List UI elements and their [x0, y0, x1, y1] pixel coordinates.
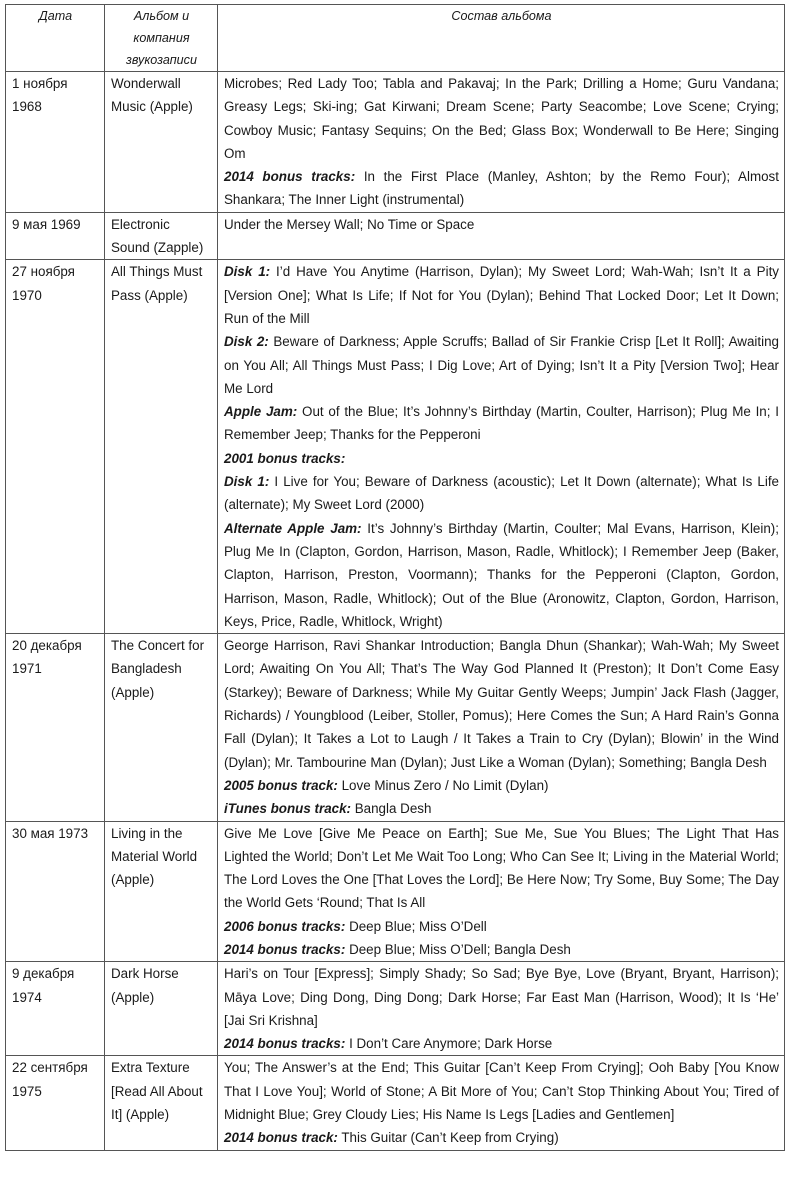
track-section — [224, 1056, 779, 1126]
section-tracks: I’d Have You Anytime (Harrison, Dylan); My Sweet Lord; Wah-Wah; Isn’t It a Pity [Version One]; What Is Life; If Not for You (Dylan); Behind That Locked Door; Let It Down; Run of the Mill — [224, 264, 779, 326]
table-row — [6, 260, 785, 634]
header-row — [6, 5, 785, 72]
section-tracks: Give Me Love [Give Me Peace on Earth]; Sue Me, Sue You Blues; The Light That Has Lighted the World; Don’t Let Me Wait Too Long; Who Can See It; Living in the Material World; The Lord Loves the One [That Loves the Lord]; Be Here Now; Try Some, Buy Some; The Day the World Gets ‘Round; That Is All — [224, 825, 779, 911]
section-label: 2001 bonus tracks: — [224, 450, 346, 466]
track-section — [224, 797, 779, 820]
track-section — [224, 822, 779, 915]
table-row — [6, 72, 785, 213]
table-row — [6, 821, 785, 962]
table-row — [6, 212, 785, 260]
track-section — [224, 634, 779, 774]
album-label: Wonderwall Music (Apple) — [105, 72, 218, 213]
section-label: Apple Jam: — [224, 404, 298, 420]
section-label: 2014 bonus track: — [224, 1130, 338, 1146]
track-section — [224, 400, 779, 447]
header-album: Альбом и компания звукозаписи — [105, 5, 218, 72]
section-tracks: Love Minus Zero / No Limit (Dylan) — [341, 777, 549, 793]
release-date: 1 ноября 1968 — [6, 72, 105, 213]
track-section — [224, 447, 779, 470]
section-tracks: I Don’t Care Anymore; Dark Horse — [349, 1036, 553, 1052]
album-label: Living in the Material World (Apple) — [105, 821, 218, 962]
header-tracks: Состав альбома — [218, 5, 785, 72]
track-section — [224, 938, 779, 961]
section-tracks: I Live for You; Beware of Darkness (acoustic); Let It Down (alternate); What Is Life (alternate); My Sweet Lord (2000) — [224, 474, 779, 513]
track-section — [224, 72, 779, 165]
section-label: Alternate Apple Jam: — [224, 520, 362, 536]
section-tracks: George Harrison, Ravi Shankar Introduction; Bangla Dhun (Shankar); Wah-Wah; My Sweet Lord; Awaiting On You All; That’s The Way God Planned It (Preston); It Don’t Come Easy (Starkey); Beware of Darkness; While My Guitar Gently Weeps; Jumpin’ Jack Flash (Jagger, Richards) / Youngblood (Leiber, Stoller, Pomus); Here Comes the Sun; A Hard Rain’s Gonna Fall (Dylan); It Takes a Lot to Laugh / It Takes a Train to Cry (Dylan); Blowin’ in the Wind (Dylan); Mr. Tambourine Man (Dylan); Just Like a Woman (Dylan); Something; Bangla Desh — [224, 638, 779, 770]
release-date: 9 декабря 1974 — [6, 962, 105, 1056]
section-tracks: Deep Blue; Miss O’Dell; Bangla Desh — [349, 941, 571, 957]
section-tracks: In the First Place (Manley, Ashton; by the Remo Four); Almost Shankara; The Inner Light (instrumental) — [224, 169, 779, 208]
track-section — [224, 330, 779, 400]
track-section — [224, 962, 779, 1032]
section-label: Disk 2: — [224, 334, 269, 350]
section-label: 2014 bonus tracks: — [224, 169, 356, 185]
section-tracks: Microbes; Red Lady Too; Tabla and Pakavaj; In the Park; Drilling a Home; Guru Vandana; Greasy Legs; Ski-ing; Gat Kirwani; Dream Scene; Party Seacombe; Love Scene; Crying; Cowboy Music; Fantasy Sequins; On the Bed; Glass Box; Wonderwall to Be Here; Singing Om — [224, 76, 779, 161]
track-list — [218, 72, 785, 213]
table-row — [6, 1056, 785, 1150]
track-list — [218, 962, 785, 1056]
section-label: Disk 1: — [224, 264, 271, 280]
release-date: 30 мая 1973 — [6, 821, 105, 962]
section-label: Disk 1: — [224, 474, 270, 490]
table-body — [6, 72, 785, 1151]
track-section — [224, 1126, 779, 1149]
discography-table — [5, 4, 785, 1151]
section-tracks: This Guitar (Can’t Keep from Crying) — [341, 1130, 559, 1146]
release-date: 27 ноября 1970 — [6, 260, 105, 634]
table-row — [6, 634, 785, 821]
album-label: The Concert for Bangladesh (Apple) — [105, 634, 218, 821]
section-label: 2005 bonus track: — [224, 777, 338, 793]
section-tracks: Hari’s on Tour [Express]; Simply Shady; So Sad; Bye Bye, Love (Bryant, Bryant, Harrison); Māya Love; Ding Dong, Ding Dong; Dark Horse; Far East Man (Harrison, Wood); It Is ‘He’ [Jai Sri Krishna] — [224, 966, 779, 1028]
album-label: Electronic Sound (Zapple) — [105, 212, 218, 260]
track-section — [224, 915, 779, 938]
release-date: 20 декабря 1971 — [6, 634, 105, 821]
section-tracks: You; The Answer’s at the End; This Guitar [Can’t Keep From Crying]; Ooh Baby [You Know That I Love You]; World of Stone; A Bit More of You; Can’t Stop Thinking About You; Tired of Midnight Blue; Grey Cloudy Lies; His Name Is Legs [Ladies and Gentlemen] — [224, 1060, 779, 1123]
track-section — [224, 517, 779, 633]
section-tracks: Beware of Darkness; Apple Scruffs; Ballad of Sir Frankie Crisp [Let It Roll]; Awaiting on You All; All Things Must Pass; I Dig Love; Art of Dying; Isn’t It a Pity [Version Two]; Hear Me Lord — [224, 334, 779, 396]
section-label: 2006 bonus tracks: — [224, 918, 346, 934]
table-row — [6, 962, 785, 1056]
release-date: 9 мая 1969 — [6, 212, 105, 260]
album-label: All Things Must Pass (Apple) — [105, 260, 218, 634]
track-section — [224, 260, 779, 330]
track-section — [224, 470, 779, 517]
release-date: 22 сентября 1975 — [6, 1056, 105, 1150]
album-label: Dark Horse (Apple) — [105, 962, 218, 1056]
track-section — [224, 165, 779, 212]
track-list — [218, 634, 785, 821]
section-tracks: Out of the Blue; It’s Johnny’s Birthday (Martin, Coulter, Harrison); Plug Me In; I Remember Jeep; Thanks for the Pepperoni — [224, 404, 779, 443]
section-label: 2014 bonus tracks: — [224, 941, 346, 957]
section-tracks: Deep Blue; Miss O’Dell — [349, 918, 487, 934]
track-list — [218, 260, 785, 634]
header-date: Дата — [6, 5, 105, 72]
track-list — [218, 821, 785, 962]
section-label: iTunes bonus track: — [224, 801, 351, 817]
section-label: 2014 bonus tracks: — [224, 1036, 346, 1052]
track-list — [218, 212, 785, 260]
track-section — [224, 1032, 779, 1055]
section-tracks: It’s Johnny’s Birthday (Martin, Coulter; Mal Evans, Harrison, Klein); Plug Me In (Clapton, Gordon, Harrison, Mason, Radle, Whitlock); I Remember Jeep (Baker, Clapton, Harrison, Preston, Voormann); Thanks for the Pepperoni (Clapton, Gordon, Harrison, Mason, Radle, Whitlock); Out of the Blue (Aronowitz, Clapton, Gordon, Harrison, Keys, Price, Radle, Whitlock, Wright) — [224, 520, 779, 629]
section-tracks: Bangla Desh — [354, 801, 432, 817]
track-section — [224, 774, 779, 797]
section-tracks: Under the Mersey Wall; No Time or Space — [224, 216, 475, 232]
track-list — [218, 1056, 785, 1150]
track-section — [224, 213, 779, 236]
album-label: Extra Texture [Read All About It] (Apple) — [105, 1056, 218, 1150]
